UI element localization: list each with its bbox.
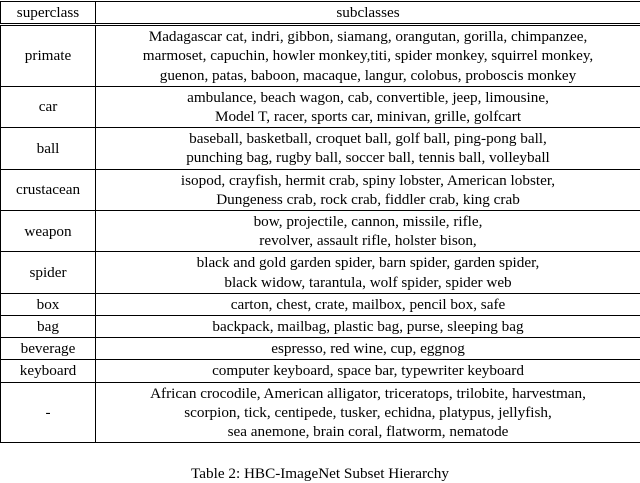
table-row <box>1 25 640 87</box>
superclass-cell: spider <box>1 252 96 293</box>
superclass-cell: weapon <box>1 211 96 252</box>
table-row <box>1 316 640 338</box>
table-header-row <box>1 2 640 25</box>
table-row <box>1 211 640 252</box>
subclasses-cell <box>96 316 640 338</box>
subclasses-cell <box>96 338 640 360</box>
subclasses-line: scorpion, tick, centipede, tusker, echidna, platypus, jellyfish, <box>100 403 636 422</box>
subclasses-line: Model T, racer, sports car, minivan, grille, golfcart <box>100 107 636 126</box>
table-row <box>1 338 640 360</box>
subclasses-cell <box>96 169 640 210</box>
superclass-cell: bag <box>1 316 96 338</box>
subclasses-cell <box>96 293 640 315</box>
subclasses-line: sea anemone, brain coral, flatworm, nematode <box>100 422 636 441</box>
header-subclasses: subclasses <box>96 2 640 25</box>
subclasses-line: baseball, basketball, croquet ball, golf ball, ping-pong ball, <box>100 129 636 148</box>
subclasses-line: black and gold garden spider, barn spider, garden spider, <box>100 253 636 272</box>
subclasses-line: guenon, patas, baboon, macaque, langur, colobus, proboscis monkey <box>100 66 636 85</box>
superclass-cell: primate <box>1 25 96 87</box>
subclasses-line: isopod, crayfish, hermit crab, spiny lobster, American lobster, <box>100 171 636 190</box>
table-body <box>1 25 640 443</box>
superclass-cell: crustacean <box>1 169 96 210</box>
hierarchy-table-container <box>0 1 640 443</box>
table-caption: Table 2: HBC-ImageNet Subset Hierarchy <box>0 464 640 483</box>
header-superclass: superclass <box>1 2 96 25</box>
superclass-cell: box <box>1 293 96 315</box>
superclass-cell: beverage <box>1 338 96 360</box>
subclasses-line: punching bag, rugby ball, soccer ball, tennis ball, volleyball <box>100 148 636 167</box>
subclasses-line: computer keyboard, space bar, typewriter keyboard <box>100 361 636 380</box>
subclasses-cell <box>96 252 640 293</box>
superclass-cell: ball <box>1 128 96 169</box>
subclasses-line: backpack, mailbag, plastic bag, purse, sleeping bag <box>100 317 636 336</box>
superclass-cell: - <box>1 382 96 443</box>
subclasses-line: ambulance, beach wagon, cab, convertible, jeep, limousine, <box>100 88 636 107</box>
subclasses-cell <box>96 360 640 382</box>
superclass-cell: car <box>1 86 96 127</box>
subclasses-line: black widow, tarantula, wolf spider, spider web <box>100 273 636 292</box>
table-row <box>1 252 640 293</box>
subclasses-cell <box>96 86 640 127</box>
table-row <box>1 86 640 127</box>
subclasses-cell <box>96 128 640 169</box>
table-row <box>1 128 640 169</box>
subclasses-cell <box>96 25 640 87</box>
table-row <box>1 382 640 443</box>
subclasses-line: Madagascar cat, indri, gibbon, siamang, orangutan, gorilla, chimpanzee, <box>100 27 636 46</box>
subclasses-line: marmoset, capuchin, howler monkey,titi, spider monkey, squirrel monkey, <box>100 46 636 65</box>
superclass-cell: keyboard <box>1 360 96 382</box>
subclasses-line: African crocodile, American alligator, triceratops, trilobite, harvestman, <box>100 384 636 403</box>
hierarchy-table <box>0 1 640 443</box>
table-row <box>1 293 640 315</box>
subclasses-cell <box>96 211 640 252</box>
subclasses-cell <box>96 382 640 443</box>
subclasses-line: carton, chest, crate, mailbox, pencil box, safe <box>100 295 636 314</box>
subclasses-line: bow, projectile, cannon, missile, rifle, <box>100 212 636 231</box>
subclasses-line: revolver, assault rifle, holster bison, <box>100 231 636 250</box>
table-row <box>1 360 640 382</box>
subclasses-line: espresso, red wine, cup, eggnog <box>100 339 636 358</box>
subclasses-line: Dungeness crab, rock crab, fiddler crab, king crab <box>100 190 636 209</box>
table-row <box>1 169 640 210</box>
